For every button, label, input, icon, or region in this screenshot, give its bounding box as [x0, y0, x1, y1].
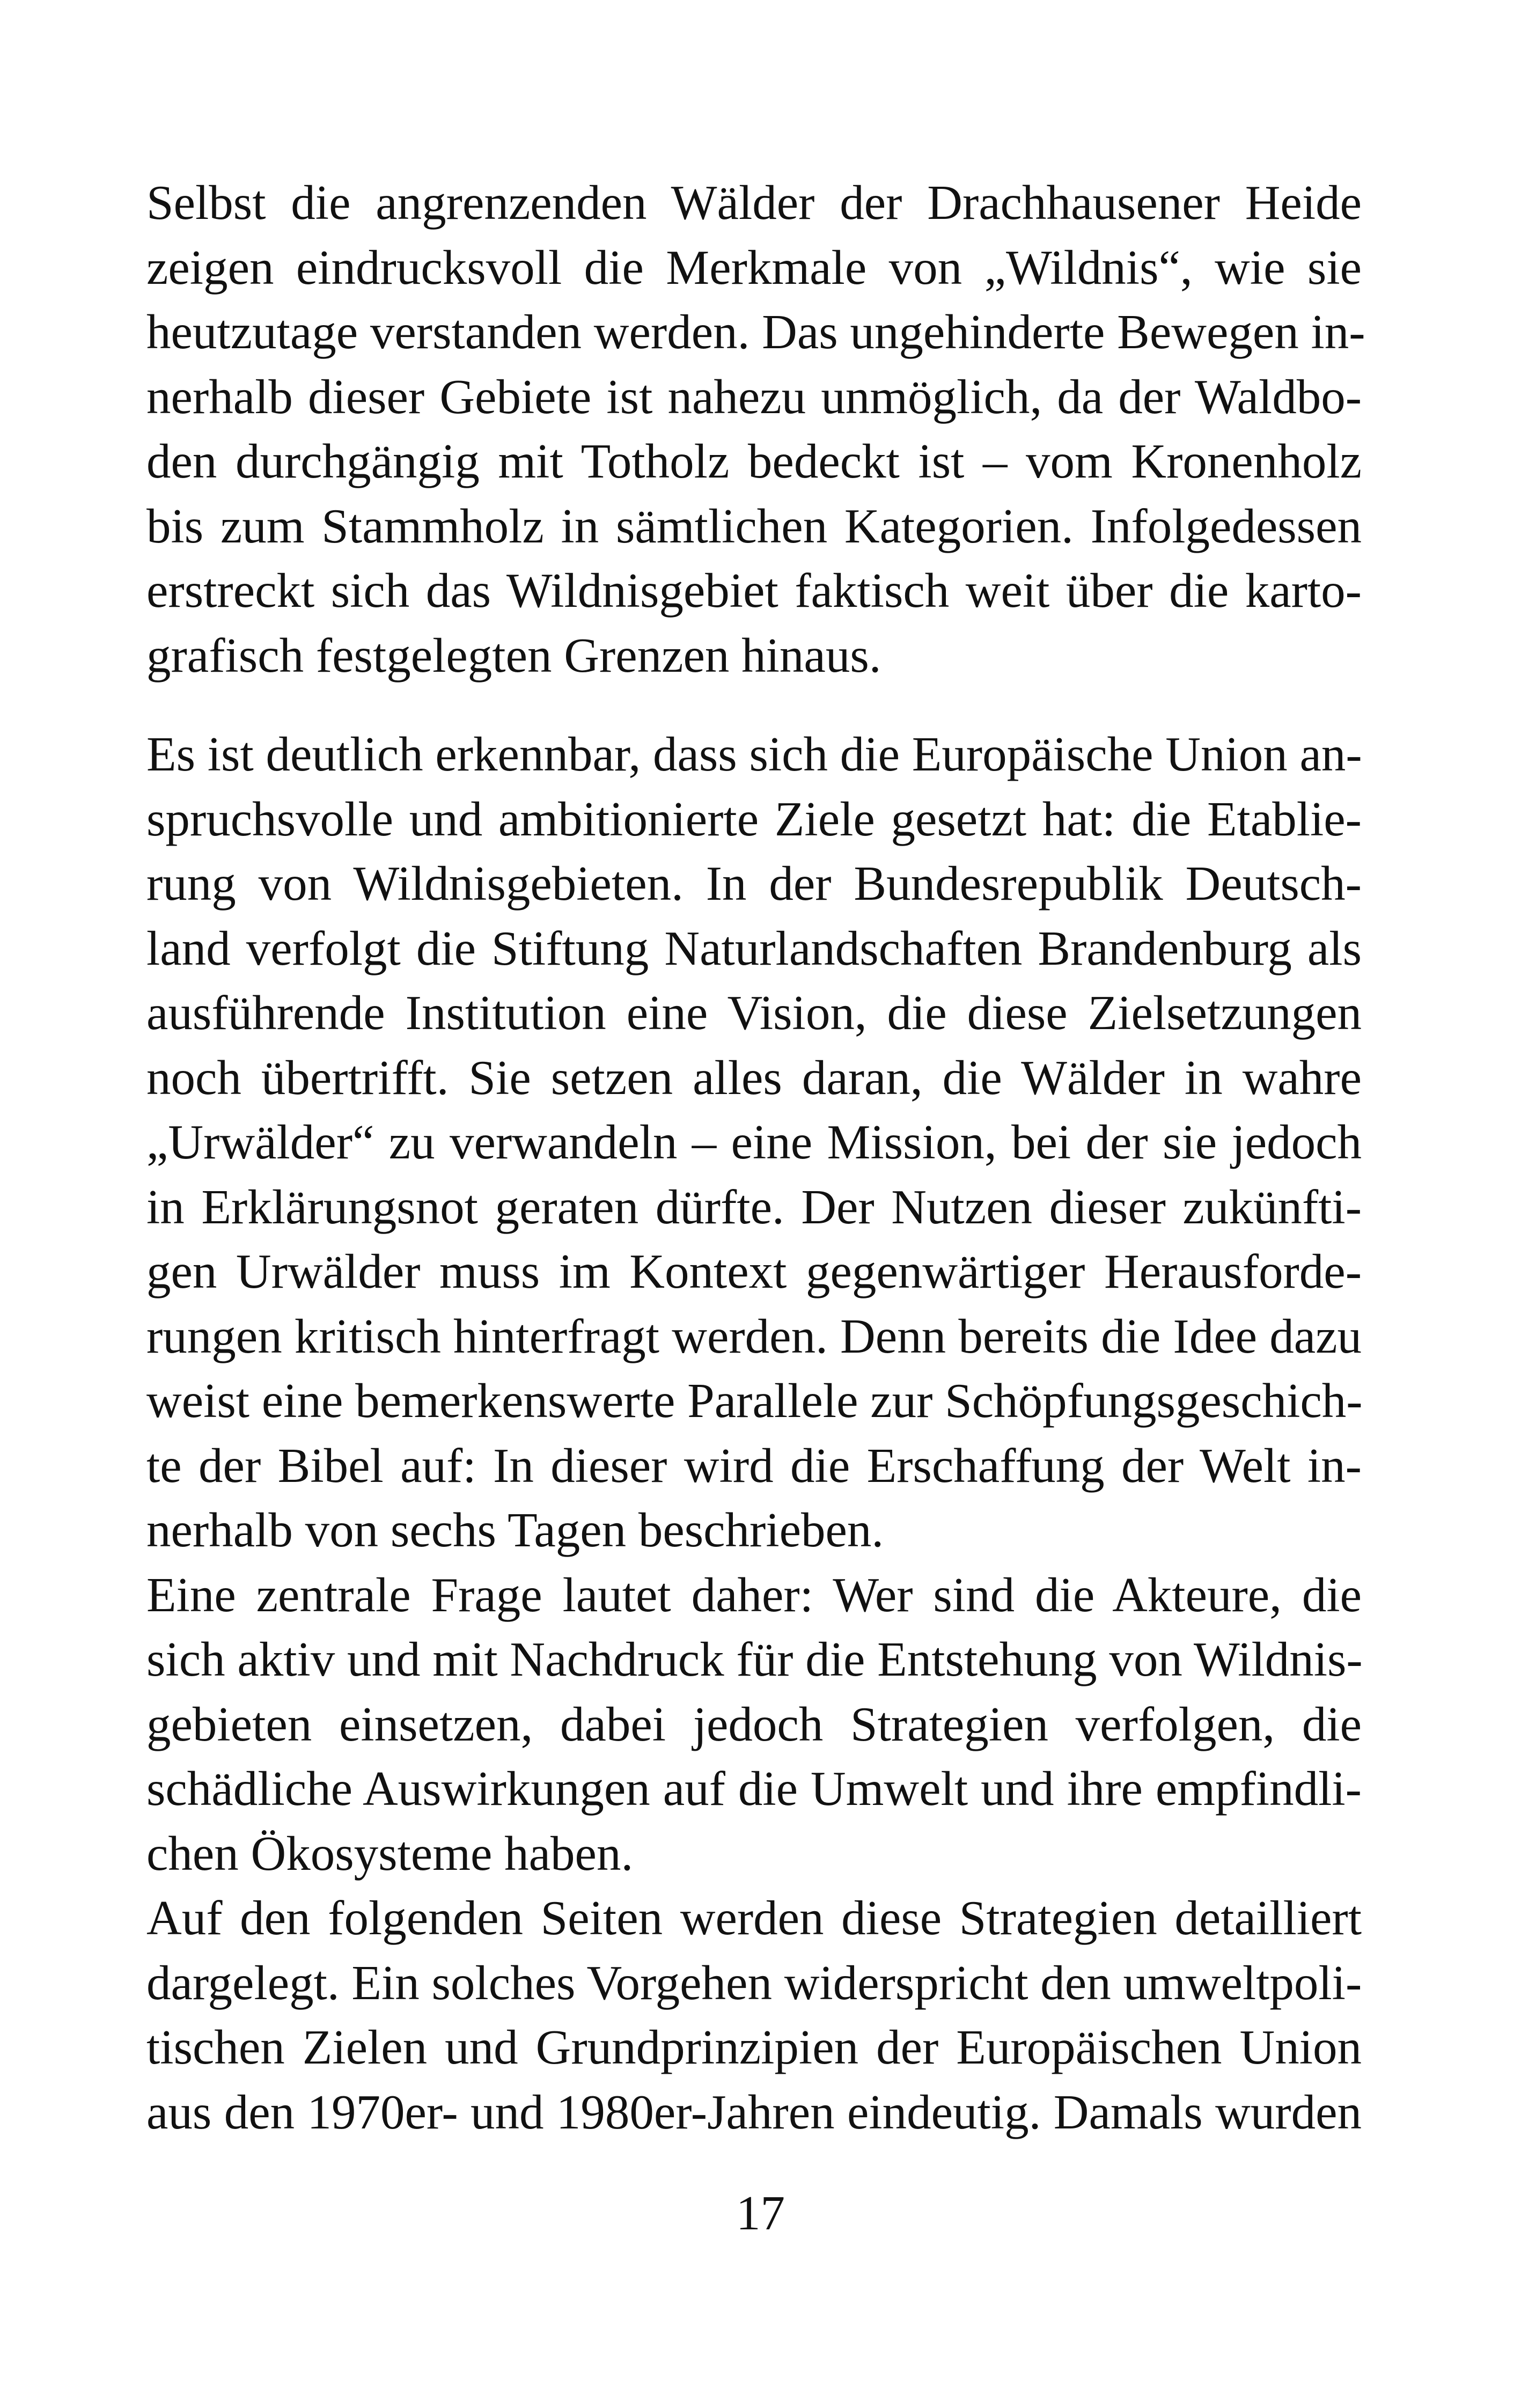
text-line: Selbst die angrenzenden Wälder der Drachhausener Heide: [146, 175, 1362, 230]
text-line: sich aktiv und mit Nachdruck für die Entstehung von Wildnis-: [146, 1632, 1363, 1686]
text-line: rungen kritisch hinterfragt werden. Denn bereits die Idee dazu: [146, 1309, 1362, 1363]
text-line: nerhalb von sechs Tagen beschrieben.: [146, 1503, 884, 1557]
text-line: schädliche Auswirkungen auf die Umwelt und ihre empfindli-: [146, 1761, 1362, 1816]
text-line: land verfolgt die Stiftung Naturlandschaften Brandenburg als: [146, 921, 1362, 975]
paragraph-4: [146, 1886, 1362, 2145]
paragraph-gap: [146, 688, 1362, 722]
text-line: heutzutage verstanden werden. Das ungehinderte Bewegen in-: [146, 305, 1365, 359]
text-line: chen Ökosysteme haben.: [146, 1826, 634, 1881]
text-line: dargelegt. Ein solches Vorgehen widerspricht den umweltpoli-: [146, 1955, 1362, 2010]
text-line: aus den 1970er- und 1980er-Jahren eindeutig. Damals wurden: [146, 2084, 1362, 2139]
page-number: 17: [736, 2186, 785, 2240]
text-line: „Urwälder“ zu verwandeln – eine Mission, bei der sie jedoch: [146, 1115, 1362, 1169]
text-line: Eine zentrale Frage lautet daher: Wer sind die Akteure, die: [146, 1567, 1362, 1622]
text-line: Auf den folgenden Seiten werden diese Strategien detailliert: [146, 1891, 1362, 1945]
text-line: grafisch festgelegten Grenzen hinaus.: [146, 628, 881, 682]
text-line: den durchgängig mit Totholz bedeckt ist – vom Kronenholz: [146, 434, 1362, 488]
paragraph-1: [146, 171, 1365, 688]
paragraph-2: [146, 722, 1362, 1563]
text-line: rung von Wildnisgebieten. In der Bundesrepublik Deutsch-: [146, 856, 1362, 911]
text-line: spruchsvolle und ambitionierte Ziele gesetzt hat: die Etablie-: [146, 791, 1362, 846]
text-line: ausführende Institution eine Vision, die diese Zielsetzungen: [146, 986, 1362, 1040]
paragraph-3: [146, 1563, 1362, 1886]
text-line: tischen Zielen und Grundprinzipien der Europäischen Union: [146, 2020, 1362, 2074]
text-line: gebieten einsetzen, dabei jedoch Strategien verfolgen, die: [146, 1697, 1362, 1751]
text-line: noch übertrifft. Sie setzen alles daran, die Wälder in wahre: [146, 1050, 1362, 1105]
body-text: [146, 171, 1365, 2145]
text-line: gen Urwälder muss im Kontext gegenwärtiger Herausforde-: [146, 1244, 1362, 1298]
text-line: zeigen eindrucksvoll die Merkmale von „Wildnis“, wie sie: [146, 240, 1362, 295]
text-line: erstreckt sich das Wildnisgebiet faktisch weit über die karto-: [146, 563, 1362, 618]
text-line: Es ist deutlich erkennbar, dass sich die Europäische Union an-: [146, 727, 1362, 781]
text-line: te der Bibel auf: In dieser wird die Erschaffung der Welt in-: [146, 1438, 1362, 1493]
text-line: in Erklärungsnot geraten dürfte. Der Nutzen dieser zukünfti-: [146, 1179, 1362, 1234]
text-line: bis zum Stammholz in sämtlichen Kategorien. Infolgedessen: [146, 498, 1362, 553]
text-line: nerhalb dieser Gebiete ist nahezu unmöglich, da der Waldbo-: [146, 369, 1362, 424]
text-line: weist eine bemerkenswerte Parallele zur Schöpfungsgeschich-: [146, 1374, 1363, 1428]
